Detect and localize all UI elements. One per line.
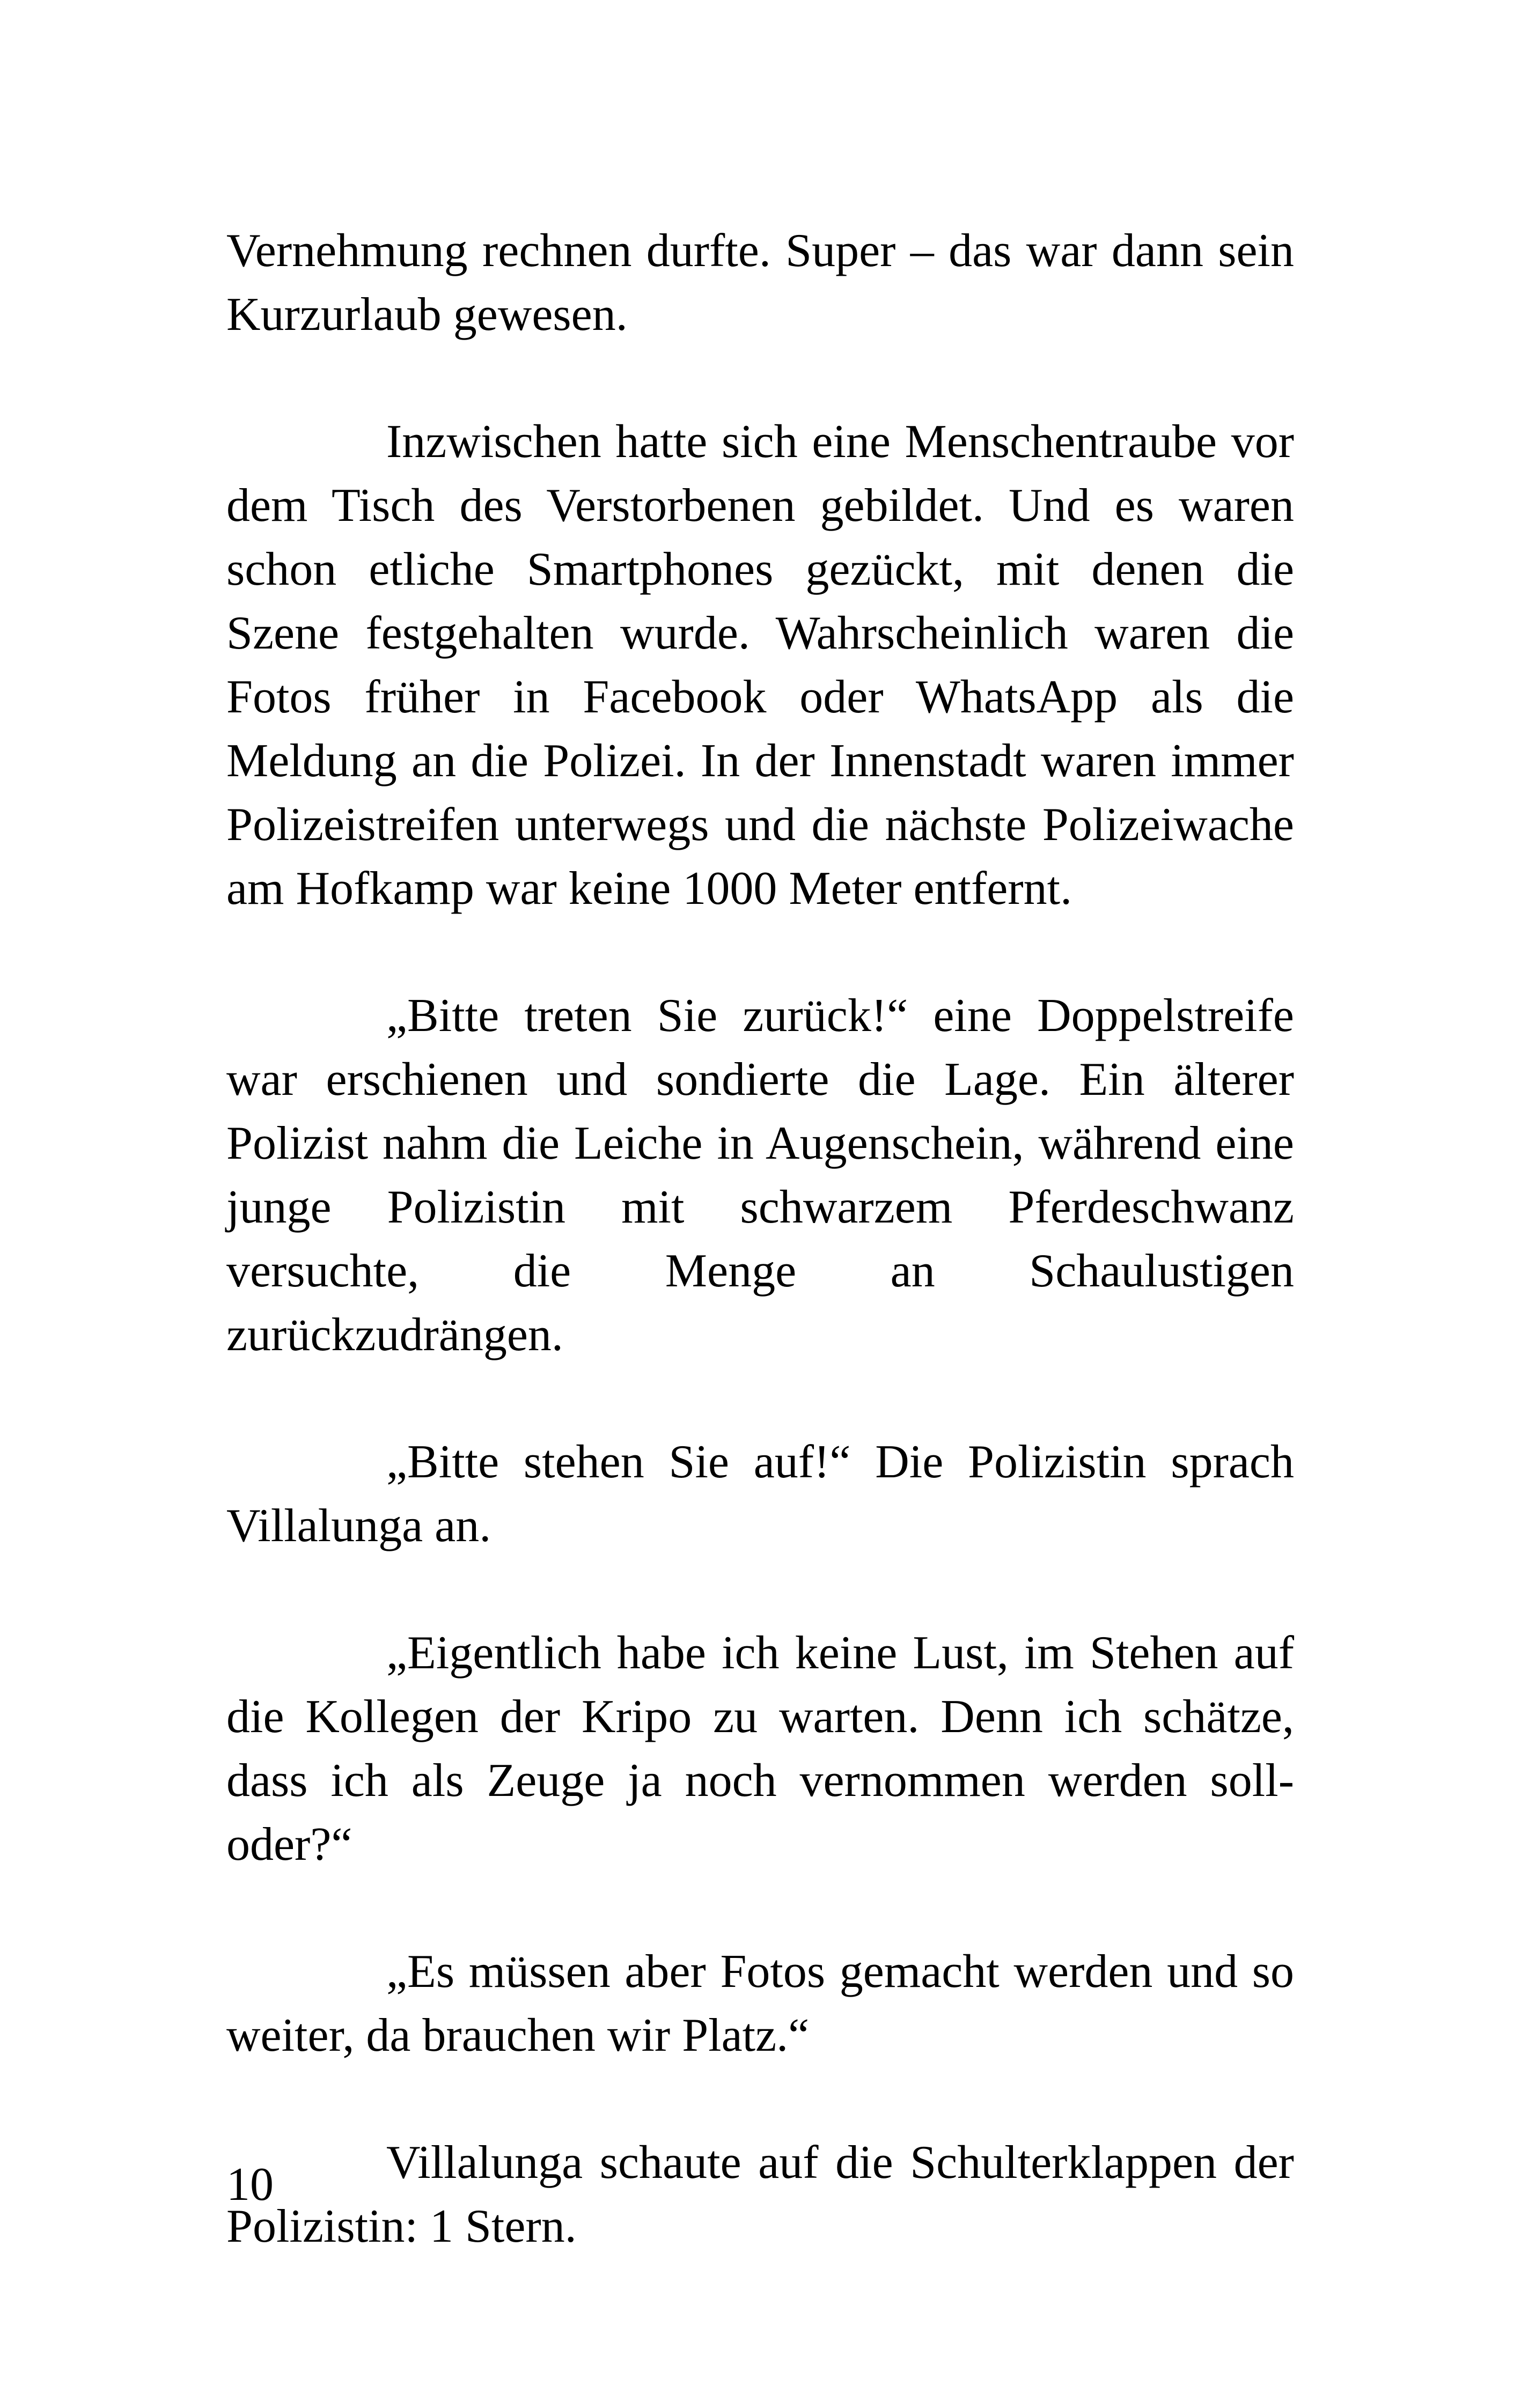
page-number: 10	[226, 2159, 274, 2211]
paragraph: „Es müssen aber Fotos gemacht werden und so weiter, da brauchen wir Platz.“	[226, 1946, 1294, 2061]
paragraph: Villalunga schaute auf die Schulterklappen der Polizistin: 1 Stern.	[226, 2137, 1294, 2252]
paragraph: „Bitte treten Sie zurück!“ eine Doppelstreife war erschienen und sondierte die Lage. Ein älterer Polizist nahm die Leiche in Augenschein, während eine junge Polizistin mit schwarzem Pferdeschwanz versuchte, die Menge an Schaulustigen zurückzudrängen.	[226, 990, 1294, 1361]
paragraph: Inzwischen hatte sich eine Menschentraube vor dem Tisch des Verstorbenen gebildet. Und es waren schon etliche Smartphones gezückt, mit denen die Szene festgehalten wurde. Wahrscheinlich waren die Fotos früher in Facebook oder WhatsApp als die Meldung an die Polizei. In der Innenstadt waren immer Polizeistreifen unterwegs und die nächste Polizeiwache am Hofkamp war keine 1000 Meter entfernt.	[226, 416, 1294, 915]
body-text	[226, 219, 1294, 2322]
paragraph: „Eigentlich habe ich keine Lust, im Stehen auf die Kollegen der Kripo zu warten. Denn ich schätze, dass ich als Zeuge ja noch vernommen werden soll- oder?“	[226, 1627, 1294, 1871]
paragraph: Vernehmung rechnen durfte. Super – das war dann sein Kurzurlaub gewesen.	[226, 225, 1294, 341]
paragraph: „Bitte stehen Sie auf!“ Die Polizistin sprach Villalunga an.	[226, 1436, 1294, 1552]
